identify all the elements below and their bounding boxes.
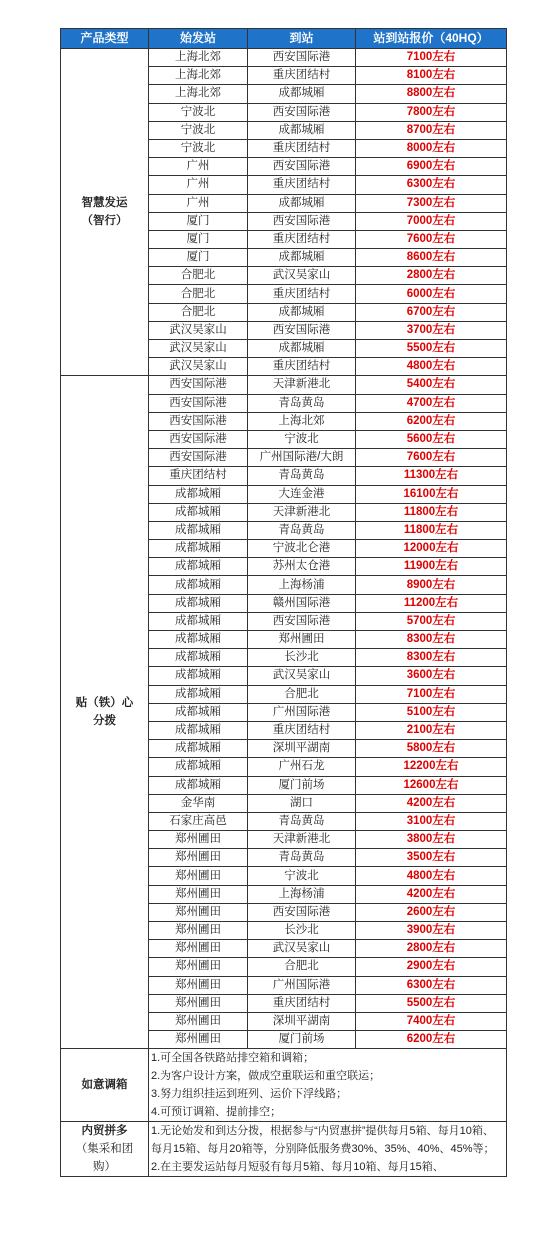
price-cell: 5500左右	[356, 340, 507, 358]
destination-station-cell: 广州国际港	[248, 703, 356, 721]
price-cell: 2600左右	[356, 903, 507, 921]
price-cell: 11300左右	[356, 467, 507, 485]
origin-station-cell: 成都城厢	[149, 521, 248, 539]
destination-station-cell: 西安国际港	[248, 212, 356, 230]
origin-station-cell: 成都城厢	[149, 503, 248, 521]
destination-station-cell: 天津新港北	[248, 376, 356, 394]
origin-station-cell: 西安国际港	[149, 412, 248, 430]
price-cell: 3500左右	[356, 849, 507, 867]
destination-station-cell: 青岛黄岛	[248, 812, 356, 830]
price-cell: 3600左右	[356, 667, 507, 685]
note-text-cell	[149, 1049, 507, 1122]
destination-station-cell: 广州国际港	[248, 976, 356, 994]
destination-station-cell: 西安国际港	[248, 158, 356, 176]
origin-station-cell: 西安国际港	[149, 430, 248, 448]
origin-station-cell: 成都城厢	[149, 776, 248, 794]
note-line: 1.无论始发和到达分拨，根据参与“内贸惠拼”提供每月5箱、每月10箱、每月15箱、每月20箱等，分别降低服务费30%、35%、40%、45%等；	[151, 1125, 495, 1156]
price-cell: 3900左右	[356, 922, 507, 940]
price-cell: 4700左右	[356, 394, 507, 412]
destination-station-cell: 大连金港	[248, 485, 356, 503]
price-cell: 8100左右	[356, 67, 507, 85]
destination-station-cell: 青岛黄岛	[248, 467, 356, 485]
destination-station-cell: 广州国际港/大朗	[248, 449, 356, 467]
price-table	[60, 28, 507, 1177]
origin-station-cell: 成都城厢	[149, 721, 248, 739]
origin-station-cell: 西安国际港	[149, 449, 248, 467]
origin-station-cell: 金华南	[149, 794, 248, 812]
table-row	[61, 376, 507, 394]
destination-station-cell: 青岛黄岛	[248, 849, 356, 867]
price-cell: 7300左右	[356, 194, 507, 212]
table-header-row	[61, 29, 507, 49]
destination-station-cell: 成都城厢	[248, 121, 356, 139]
price-cell: 5500左右	[356, 994, 507, 1012]
destination-station-cell: 青岛黄岛	[248, 521, 356, 539]
destination-station-cell: 成都城厢	[248, 303, 356, 321]
origin-station-cell: 成都城厢	[149, 558, 248, 576]
origin-station-cell: 郑州圃田	[149, 958, 248, 976]
destination-station-cell: 武汉吴家山	[248, 267, 356, 285]
price-cell: 11900左右	[356, 558, 507, 576]
price-cell: 2800左右	[356, 940, 507, 958]
destination-station-cell: 合肥北	[248, 958, 356, 976]
note-text-cell	[149, 1122, 507, 1177]
destination-station-cell: 重庆团结村	[248, 67, 356, 85]
origin-station-cell: 上海北郊	[149, 49, 248, 67]
price-cell: 6000左右	[356, 285, 507, 303]
origin-station-cell: 郑州圃田	[149, 1012, 248, 1030]
origin-station-cell: 成都城厢	[149, 576, 248, 594]
price-cell: 8300左右	[356, 649, 507, 667]
origin-station-cell: 合肥北	[149, 303, 248, 321]
price-cell: 8800左右	[356, 85, 507, 103]
origin-station-cell: 上海北郊	[149, 67, 248, 85]
origin-station-cell: 郑州圃田	[149, 976, 248, 994]
price-cell: 6300左右	[356, 176, 507, 194]
price-cell: 6900左右	[356, 158, 507, 176]
destination-station-cell: 厦门前场	[248, 1031, 356, 1049]
price-cell: 8000左右	[356, 139, 507, 157]
price-cell: 8600左右	[356, 249, 507, 267]
destination-station-cell: 重庆团结村	[248, 358, 356, 376]
destination-station-cell: 重庆团结村	[248, 721, 356, 739]
header-price: 站到站报价（40HQ）	[356, 29, 507, 49]
origin-station-cell: 广州	[149, 158, 248, 176]
price-cell: 4200左右	[356, 885, 507, 903]
destination-station-cell: 成都城厢	[248, 340, 356, 358]
price-cell: 3800左右	[356, 831, 507, 849]
note-line: 1.可全国各铁路站排空箱和调箱；	[151, 1052, 315, 1065]
origin-station-cell: 宁波北	[149, 139, 248, 157]
origin-station-cell: 郑州圃田	[149, 831, 248, 849]
destination-station-cell: 重庆团结村	[248, 285, 356, 303]
destination-station-cell: 西安国际港	[248, 903, 356, 921]
origin-station-cell: 成都城厢	[149, 540, 248, 558]
destination-station-cell: 厦门前场	[248, 776, 356, 794]
origin-station-cell: 郑州圃田	[149, 940, 248, 958]
origin-station-cell: 郑州圃田	[149, 903, 248, 921]
destination-station-cell: 长沙北	[248, 649, 356, 667]
note-row	[61, 1122, 507, 1177]
destination-station-cell: 武汉吴家山	[248, 667, 356, 685]
price-cell: 7100左右	[356, 685, 507, 703]
price-cell: 7800左右	[356, 103, 507, 121]
destination-station-cell: 重庆团结村	[248, 994, 356, 1012]
destination-station-cell: 深圳平湖南	[248, 1012, 356, 1030]
destination-station-cell: 合肥北	[248, 685, 356, 703]
origin-station-cell: 重庆团结村	[149, 467, 248, 485]
price-cell: 2800左右	[356, 267, 507, 285]
price-cell: 5800左右	[356, 740, 507, 758]
price-cell: 12600左右	[356, 776, 507, 794]
price-cell: 5400左右	[356, 376, 507, 394]
origin-station-cell: 石家庄高邑	[149, 812, 248, 830]
origin-station-cell: 厦门	[149, 230, 248, 248]
price-cell: 12200左右	[356, 758, 507, 776]
price-cell: 8900左右	[356, 576, 507, 594]
origin-station-cell: 郑州圃田	[149, 849, 248, 867]
product-type-cell	[61, 376, 149, 1049]
price-cell: 6200左右	[356, 1031, 507, 1049]
origin-station-cell: 西安国际港	[149, 376, 248, 394]
destination-station-cell: 宁波北	[248, 867, 356, 885]
product-type-cell	[61, 1122, 149, 1177]
destination-station-cell: 青岛黄岛	[248, 394, 356, 412]
origin-station-cell: 武汉吴家山	[149, 340, 248, 358]
product-type-label: （集采和团	[75, 1143, 134, 1156]
price-cell: 2100左右	[356, 721, 507, 739]
origin-station-cell: 广州	[149, 176, 248, 194]
header-origin-station: 始发站	[149, 29, 248, 49]
origin-station-cell: 武汉吴家山	[149, 321, 248, 339]
price-cell: 3100左右	[356, 812, 507, 830]
origin-station-cell: 成都城厢	[149, 758, 248, 776]
origin-station-cell: 成都城厢	[149, 703, 248, 721]
price-cell: 4200左右	[356, 794, 507, 812]
origin-station-cell: 成都城厢	[149, 649, 248, 667]
header-destination-station: 到站	[248, 29, 356, 49]
note-line: 4.可预订调箱、提前排空；	[151, 1106, 282, 1119]
price-cell: 6700左右	[356, 303, 507, 321]
header-product-type: 产品类型	[61, 29, 149, 49]
destination-station-cell: 重庆团结村	[248, 139, 356, 157]
origin-station-cell: 西安国际港	[149, 394, 248, 412]
price-cell: 7600左右	[356, 230, 507, 248]
table-body	[61, 49, 507, 1177]
price-cell: 5700左右	[356, 612, 507, 630]
destination-station-cell: 重庆团结村	[248, 176, 356, 194]
destination-station-cell: 天津新港北	[248, 831, 356, 849]
destination-station-cell: 西安国际港	[248, 103, 356, 121]
origin-station-cell: 郑州圃田	[149, 922, 248, 940]
price-cell: 4800左右	[356, 358, 507, 376]
product-type-cell	[61, 1049, 149, 1122]
origin-station-cell: 合肥北	[149, 267, 248, 285]
destination-station-cell: 西安国际港	[248, 612, 356, 630]
product-type-label: 智慧发运	[81, 197, 128, 210]
origin-station-cell: 宁波北	[149, 121, 248, 139]
destination-station-cell: 武汉吴家山	[248, 940, 356, 958]
price-cell: 8300左右	[356, 631, 507, 649]
destination-station-cell: 成都城厢	[248, 85, 356, 103]
origin-station-cell: 武汉吴家山	[149, 358, 248, 376]
origin-station-cell: 上海北郊	[149, 85, 248, 103]
destination-station-cell: 宁波北	[248, 430, 356, 448]
price-cell: 11800左右	[356, 503, 507, 521]
origin-station-cell: 成都城厢	[149, 485, 248, 503]
origin-station-cell: 成都城厢	[149, 594, 248, 612]
origin-station-cell: 成都城厢	[149, 612, 248, 630]
price-cell: 7000左右	[356, 212, 507, 230]
price-cell: 11200左右	[356, 594, 507, 612]
destination-station-cell: 上海北郊	[248, 412, 356, 430]
origin-station-cell: 郑州圃田	[149, 1031, 248, 1049]
product-type-label: 贴（铁）心	[75, 697, 134, 710]
destination-station-cell: 苏州太仓港	[248, 558, 356, 576]
origin-station-cell: 宁波北	[149, 103, 248, 121]
destination-station-cell: 赣州国际港	[248, 594, 356, 612]
note-line: 2.为客户设计方案，做成空重联运和重空联运；	[151, 1070, 381, 1083]
origin-station-cell: 合肥北	[149, 285, 248, 303]
destination-station-cell: 天津新港北	[248, 503, 356, 521]
price-cell: 5600左右	[356, 430, 507, 448]
destination-station-cell: 广州石龙	[248, 758, 356, 776]
price-cell: 7400左右	[356, 1012, 507, 1030]
product-type-label: 购）	[93, 1161, 116, 1174]
destination-station-cell: 成都城厢	[248, 194, 356, 212]
origin-station-cell: 厦门	[149, 212, 248, 230]
price-cell: 8700左右	[356, 121, 507, 139]
product-type-label: 分拨	[93, 715, 116, 728]
note-line: 2.在主要发运站每月短驳有每月5箱、每月10箱、每月15箱、	[151, 1161, 444, 1174]
product-type-label: 如意调箱	[81, 1079, 128, 1092]
price-cell: 6300左右	[356, 976, 507, 994]
price-cell: 5100左右	[356, 703, 507, 721]
origin-station-cell: 成都城厢	[149, 740, 248, 758]
destination-station-cell: 长沙北	[248, 922, 356, 940]
origin-station-cell: 郑州圃田	[149, 994, 248, 1012]
destination-station-cell: 重庆团结村	[248, 230, 356, 248]
origin-station-cell: 成都城厢	[149, 685, 248, 703]
origin-station-cell: 广州	[149, 194, 248, 212]
price-cell: 11800左右	[356, 521, 507, 539]
price-cell: 3700左右	[356, 321, 507, 339]
price-cell: 4800左右	[356, 867, 507, 885]
price-cell: 6200左右	[356, 412, 507, 430]
destination-station-cell: 湖口	[248, 794, 356, 812]
note-row	[61, 1049, 507, 1122]
destination-station-cell: 宁波北仑港	[248, 540, 356, 558]
origin-station-cell: 厦门	[149, 249, 248, 267]
origin-station-cell: 成都城厢	[149, 667, 248, 685]
note-line: 3.努力组织挂运到班列、运价下浮线路；	[151, 1088, 348, 1101]
product-type-cell	[61, 49, 149, 376]
table-row	[61, 49, 507, 67]
destination-station-cell: 西安国际港	[248, 321, 356, 339]
product-type-label: （智行）	[81, 215, 128, 228]
price-cell: 16100左右	[356, 485, 507, 503]
product-type-label: 内贸拼多	[81, 1125, 128, 1138]
origin-station-cell: 郑州圃田	[149, 867, 248, 885]
destination-station-cell: 郑州圃田	[248, 631, 356, 649]
destination-station-cell: 上海杨浦	[248, 885, 356, 903]
origin-station-cell: 郑州圃田	[149, 885, 248, 903]
price-cell: 7100左右	[356, 49, 507, 67]
destination-station-cell: 西安国际港	[248, 49, 356, 67]
destination-station-cell: 成都城厢	[248, 249, 356, 267]
destination-station-cell: 上海杨浦	[248, 576, 356, 594]
destination-station-cell: 深圳平湖南	[248, 740, 356, 758]
price-cell: 2900左右	[356, 958, 507, 976]
price-cell: 7600左右	[356, 449, 507, 467]
price-cell: 12000左右	[356, 540, 507, 558]
origin-station-cell: 成都城厢	[149, 631, 248, 649]
